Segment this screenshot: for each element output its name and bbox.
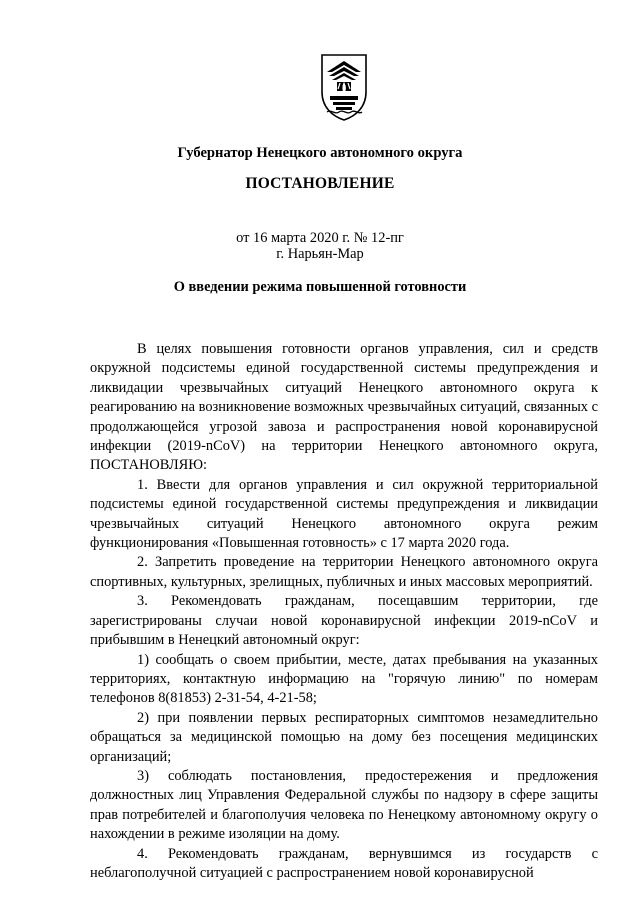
clause-3-1-paragraph: 1) сообщать о своем прибытии, месте, датах пребывания на указанных территориях, контактную информацию на "горячую линию" по номерам телефонов 8(81853) 2-31-54, 4-21-58; xyxy=(90,651,598,707)
preamble-paragraph: В целях повышения готовности органов управления, сил и средств окружной подсистемы единой государственной системы предупреждения и ликвидации чрезвычайных ситуаций Ненецкого автономного округа к реагированию на возникновение возможных чрезвычайных ситуаций, связанных с продолжающейся угрозой завоза и распространения новой коронавирусной инфекции (2019-nCoV) на территории Ненецкого автономного округа, ПОСТАНОВЛЯЮ: xyxy=(90,341,598,474)
clause-4-paragraph: 4. Рекомендовать гражданам, вернувшимся из государств с неблагополучной ситуацией с распространением новой коронавирусной xyxy=(90,845,598,881)
clause-3-3-paragraph: 3) соблюдать постановления, предостережения и предложения должностных лиц Управления Федеральной службы по надзору в сфере защиты прав потребителей и благополучия человека по Ненецкому автономному округу о нахождении в режиме изоляции на дому. xyxy=(90,767,598,843)
clause-1-paragraph: 1. Ввести для органов управления и сил окружной территориальной подсистемы единой государственной системы предупреждения и ликвидации чрезвычайных ситуаций Ненецкого автономного округа режим функционирования «Повышенная готовность» с 17 марта 2020 года. xyxy=(90,476,598,552)
clause-2-paragraph: 2. Запретить проведение на территории Ненецкого автономного округа спортивных, культурных, зрелищных, публичных и иных массовых мероприятий. xyxy=(90,554,598,590)
document-subject: О введении режима повышенной готовности xyxy=(173,279,467,295)
clause-3-paragraph: 3. Рекомендовать гражданам, посещавшим территории, где зарегистрированы случаи новой коронавирусной инфекции 2019-nCoV и прибывшим в Ненецкий автономный округ: xyxy=(90,593,598,649)
clause-3-2-paragraph: 2) при появлении первых респираторных симптомов незамедлительно обращаться за медицинской помощью на дому без посещения медицинских организаций; xyxy=(90,709,598,765)
nenets-coat-of-arms-icon xyxy=(318,52,370,122)
document-city: г. Нарьян-Мар xyxy=(276,246,364,262)
document-type-title: ПОСТАНОВЛЕНИЕ xyxy=(245,175,395,192)
issuing-authority: Губернатор Ненецкого автономного округа xyxy=(177,145,463,161)
document-date-number: от 16 марта 2020 г. № 12-пг xyxy=(236,230,404,246)
document-body xyxy=(90,340,598,883)
